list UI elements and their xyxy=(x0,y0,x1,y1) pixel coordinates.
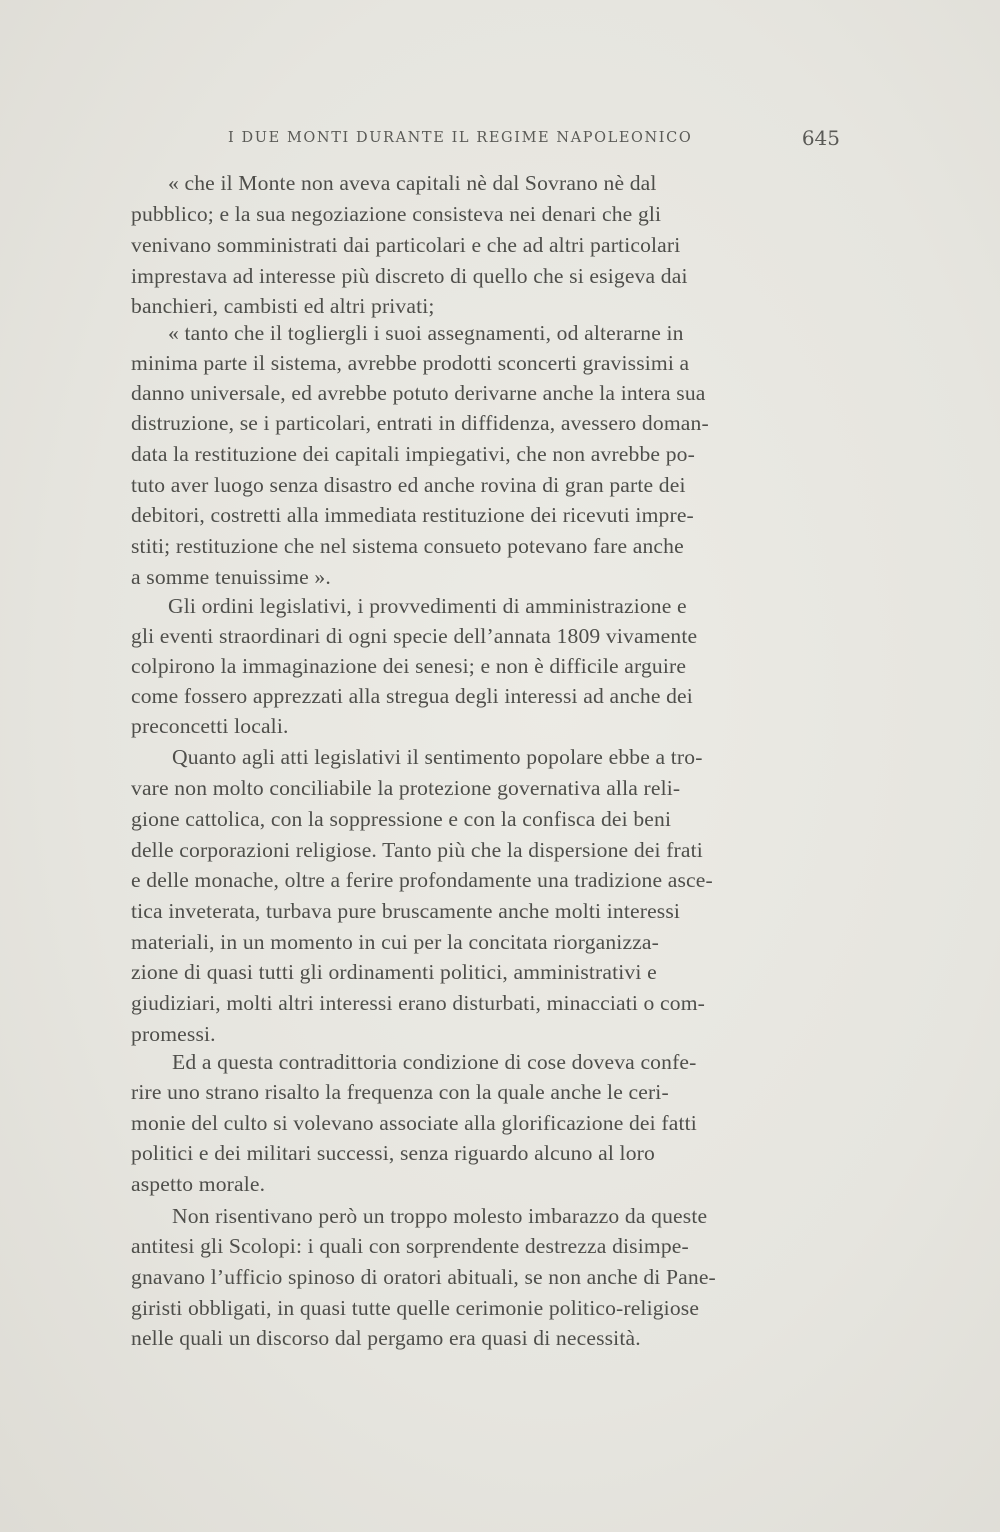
text-line: rire uno strano risalto la frequenza con la quale anche le ceri- xyxy=(131,1080,669,1104)
text-line: e delle monache, oltre a ferire profondamente una tradizione asce- xyxy=(131,868,713,892)
text-line: monie del culto si volevano associate alla glorificazione dei fatti xyxy=(131,1111,697,1135)
text-line: giudiziari, molti altri interessi erano disturbati, minacciati o com- xyxy=(131,991,706,1015)
text-line: stiti; restituzione che nel sistema consueto potevano fare anche xyxy=(131,534,684,558)
text-line: distruzione, se i particolari, entrati in diffidenza, avessero doman- xyxy=(131,411,709,435)
text-line: « tanto che il togliergli i suoi assegnamenti, od alterarne in xyxy=(168,321,684,345)
text-line: nelle quali un discorso dal pergamo era quasi di necessità. xyxy=(131,1326,641,1350)
text-line: minima parte il sistema, avrebbe prodotti sconcerti gravissimi a xyxy=(131,351,690,375)
text-line: Gli ordini legislativi, i provvedimenti di amministrazione e xyxy=(168,594,687,618)
page-number: 645 xyxy=(801,126,840,150)
text-line: tuto aver luogo senza disastro ed anche rovina di gran parte dei xyxy=(131,473,686,497)
text-line: imprestava ad interesse più discreto di quello che si esigeva dai xyxy=(131,264,688,288)
text-line: giristi obbligati, in quasi tutte quelle cerimonie politico-religiose xyxy=(131,1296,700,1320)
text-line: come fossero apprezzati alla stregua degli interessi ad anche dei xyxy=(131,684,693,708)
text-line: zione di quasi tutti gli ordinamenti politici, amministrativi e xyxy=(131,960,657,984)
text-line: vare non molto conciliabile la protezione governativa alla reli- xyxy=(131,776,681,800)
text-line: tica inveterata, turbava pure bruscamente anche molti interessi xyxy=(131,899,681,923)
text-line: politici e dei militari successi, senza riguardo alcuno al loro xyxy=(131,1141,655,1165)
text-line: gli eventi straordinari di ogni specie dell’annata 1809 vivamente xyxy=(131,624,698,648)
text-line: colpirono la immaginazione dei senesi; e non è difficile arguire xyxy=(131,654,687,678)
text-line: danno universale, ed avrebbe potuto derivarne anche la intera sua xyxy=(131,381,706,405)
text-line: « che il Monte non aveva capitali nè dal Sovrano nè dal xyxy=(168,171,657,195)
text-line: debitori, costretti alla immediata restituzione dei ricevuti impre- xyxy=(131,503,694,527)
running-title: I DUE MONTI DURANTE IL REGIME NAPOLEONICO xyxy=(228,130,693,146)
text-line: antitesi gli Scolopi: i quali con sorprendente destrezza disimpe- xyxy=(131,1234,689,1258)
text-line: pubblico; e la sua negoziazione consisteva nei denari che gli xyxy=(131,202,662,226)
text-line: aspetto morale. xyxy=(131,1172,266,1196)
text-line: materiali, in un momento in cui per la concitata riorganizza- xyxy=(131,930,660,954)
text-line: gione cattolica, con la soppressione e con la confisca dei beni xyxy=(131,807,672,831)
text-line: gnavano l’ufficio spinoso di oratori abituali, se non anche di Pane- xyxy=(131,1265,716,1289)
text-line: banchieri, cambisti ed altri privati; xyxy=(131,294,435,318)
text-line: Ed a questa contradittoria condizione di cose doveva confe- xyxy=(172,1050,697,1074)
text-line: data la restituzione dei capitali impiegativi, che non avrebbe po- xyxy=(131,442,695,466)
text-line: a somme tenuissime ». xyxy=(131,565,331,589)
text-line: delle corporazioni religiose. Tanto più che la dispersione dei frati xyxy=(131,838,703,862)
text-line: preconcetti locali. xyxy=(131,714,289,738)
text-line: Non risentivano però un troppo molesto imbarazzo da queste xyxy=(172,1204,708,1228)
text-line: venivano somministrati dai particolari e che ad altri particolari xyxy=(131,233,681,257)
text-line: promessi. xyxy=(131,1022,216,1046)
text-line: Quanto agli atti legislativi il sentimento popolare ebbe a tro- xyxy=(172,745,703,769)
